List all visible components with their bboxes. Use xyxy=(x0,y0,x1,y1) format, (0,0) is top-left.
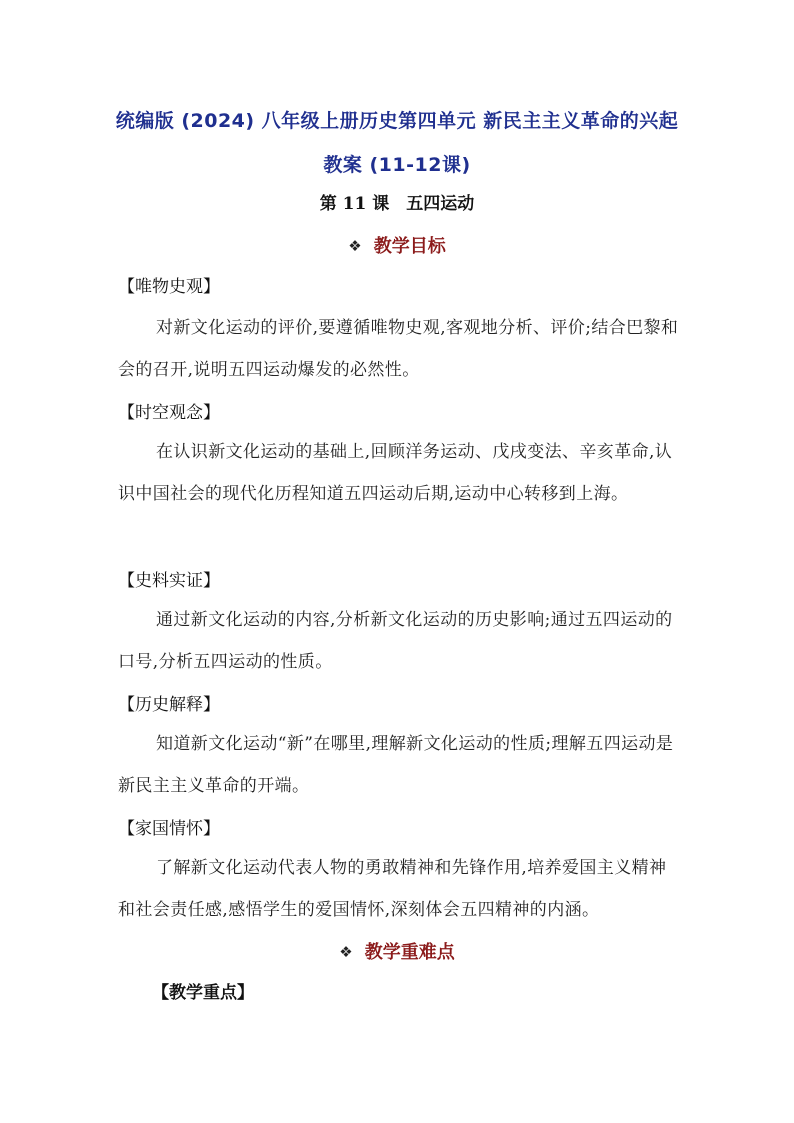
section-heading-text: 教学目标 xyxy=(373,236,446,257)
goal-text-time-space: 在认识新文化运动的基础上,回顾洋务运动、戊戌变法、辛亥革命,认识中国社会的现代化历程知道五四运动后期,运动中心转移到上海。 xyxy=(118,442,673,504)
goal-label-patriotism: 【家国情怀】 xyxy=(118,819,220,839)
diamond-bullet-icon: ❖ xyxy=(348,237,362,255)
goal-text-evidence: 通过新文化运动的内容,分析新文化运动的历史影响;通过五四运动的口号,分析五四运动的性质。 xyxy=(118,610,673,672)
document-title-line-1: 统编版 (2024) 八年级上册历史第四单元 新民主主义革命的兴起 xyxy=(115,110,679,132)
document-title-line-2: 教案 (11-12课) xyxy=(323,154,471,176)
goal-text-interpretation: 知道新文化运动“新”在哪里,理解新文化运动的性质;理解五四运动是新民主主义革命的开端。 xyxy=(118,734,674,796)
diamond-bullet-icon: ❖ xyxy=(339,943,353,961)
section-heading-text: 教学重难点 xyxy=(364,942,455,963)
goal-label-evidence: 【史料实证】 xyxy=(118,571,220,591)
goal-text-patriotism: 了解新文化运动代表人物的勇敢精神和先锋作用,培养爱国主义精神和社会责任感,感悟学生的爱国情怀,深刻体会五四精神的内涵。 xyxy=(118,858,667,920)
section-heading-key-difficult-points xyxy=(0,938,794,964)
goal-label-time-space: 【时空观念】 xyxy=(118,403,220,423)
section-heading-teaching-goals xyxy=(0,232,794,258)
key-point-label: 【教学重点】 xyxy=(152,983,254,1003)
lesson-title: 第 11 课 五四运动 xyxy=(319,194,475,214)
goal-label-interpretation: 【历史解释】 xyxy=(118,695,220,715)
goal-label-materialism: 【唯物史观】 xyxy=(118,277,220,297)
goal-text-materialism: 对新文化运动的评价,要遵循唯物史观,客观地分析、评价;结合巴黎和会的召开,说明五四运动爆发的必然性。 xyxy=(118,318,679,380)
